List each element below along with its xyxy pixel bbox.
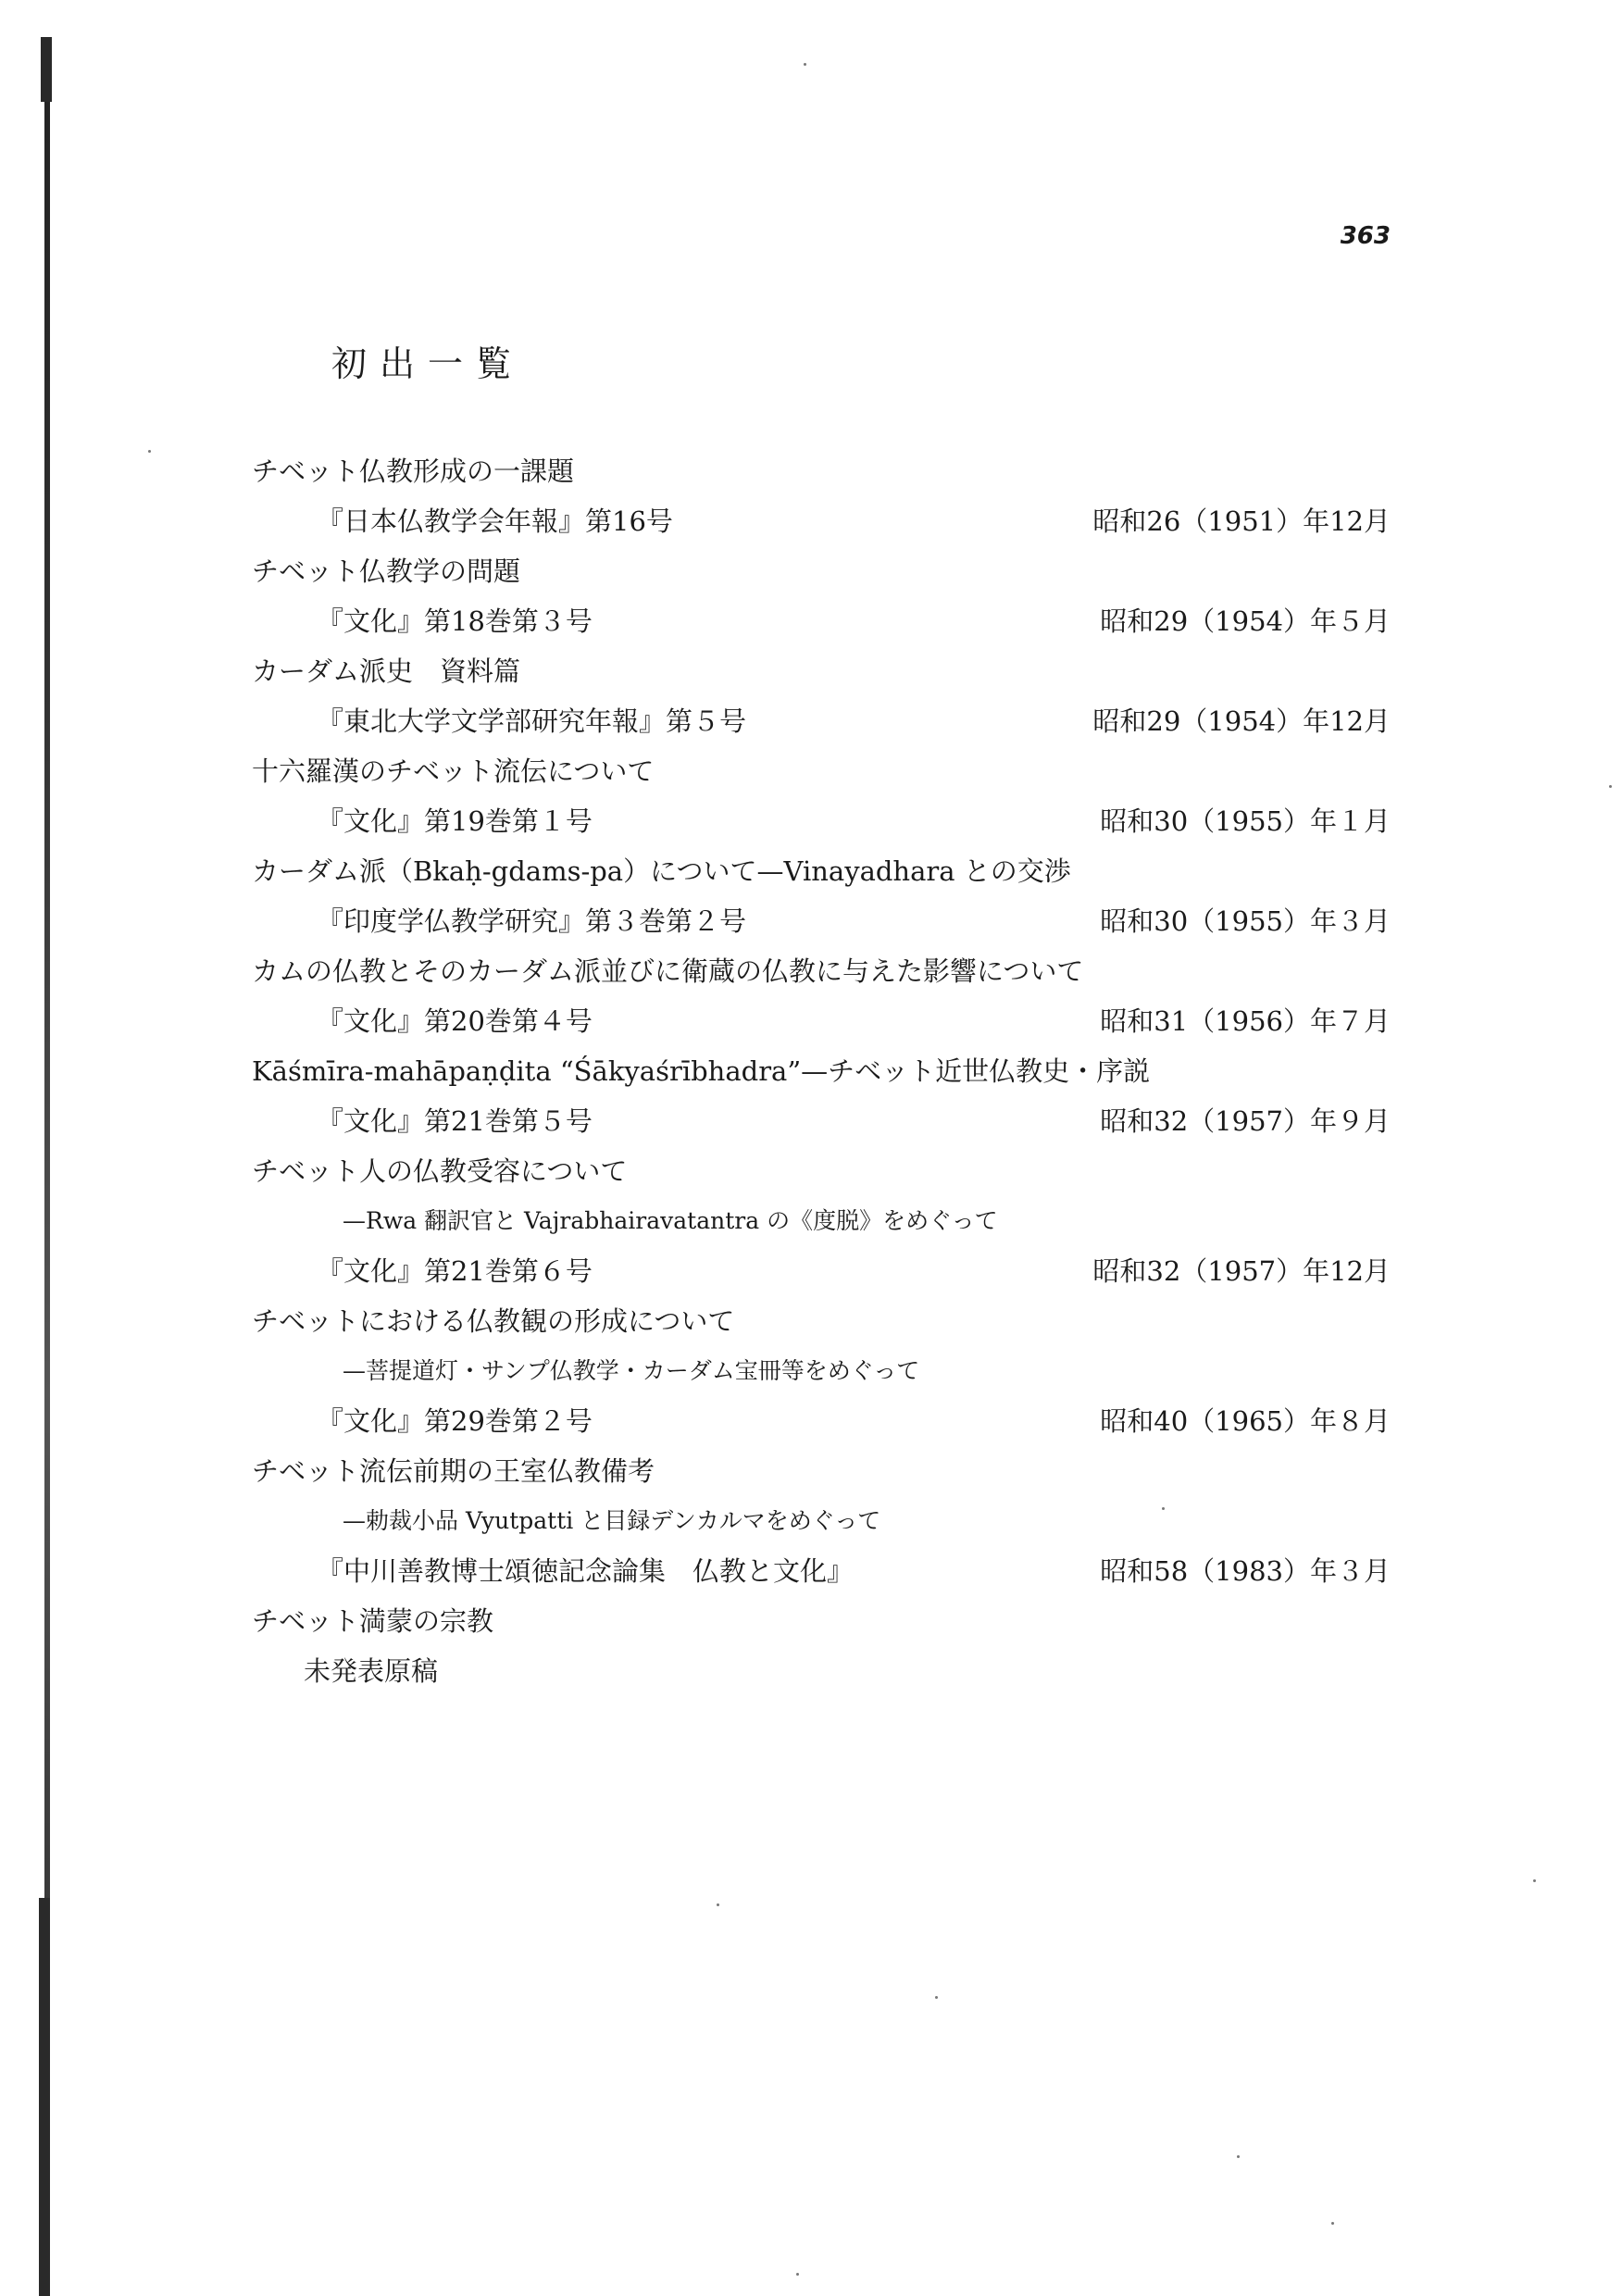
scan-speck [796,2273,799,2276]
scan-speck [1533,1879,1536,1882]
scan-speck [1162,1507,1165,1510]
list-item [252,446,1391,546]
entry-publication-row [252,596,1391,646]
entry-publication: 『文化』第21巻第６号 [317,1255,593,1287]
scan-speck [717,1903,719,1906]
entry-publication-row [252,696,1391,746]
entry-title: 十六羅漢のチベット流伝について [252,755,655,787]
entry-publication: 『文化』第29巻第２号 [317,1405,593,1437]
entry-date: 昭和31（1956）年７月 [1100,1005,1391,1037]
entry-date: 昭和32（1957）年12月 [1092,1255,1391,1287]
entry-publication: 『印度学仏教学研究』第３巻第２号 [317,905,747,937]
publication-list [252,446,1391,1696]
entry-publication: 『日本仏教学会年報』第16号 [317,505,673,537]
entry-subtitle: —Rwa 翻訳官と Vajrabhairavatantra の《度脱》をめぐって [343,1207,998,1234]
entry-title: カーダム派史 資料篇 [252,655,521,687]
list-item [252,1146,1391,1296]
entry-title: チベット仏教形成の一課題 [252,455,575,487]
entry-publication-row [252,996,1391,1046]
entry-publication: 『文化』第19巻第１号 [317,805,593,837]
scan-speck [1237,2155,1240,2158]
list-item [252,746,1391,846]
page-binding-top [41,37,52,102]
scan-speck [1331,2222,1334,2225]
entry-publication-row [252,1246,1391,1296]
entry-date: 昭和30（1955）年３月 [1100,905,1391,937]
list-item [252,1046,1391,1146]
page-binding-shadow [39,1898,50,2296]
list-item [252,646,1391,746]
entry-date: 昭和30（1955）年１月 [1100,805,1391,837]
list-item [252,1596,1391,1696]
entry-title: チベット仏教学の問題 [252,555,521,587]
list-item [252,1446,1391,1596]
entry-date: 昭和29（1954）年５月 [1100,605,1391,637]
entry-date: 昭和29（1954）年12月 [1092,705,1391,737]
entry-date: 昭和32（1957）年９月 [1100,1105,1391,1137]
list-item [252,946,1391,1046]
scan-speck [148,450,151,453]
page-number: 363 [1340,222,1391,250]
list-item [252,546,1391,646]
scan-speck [1609,785,1612,788]
entry-publication: 『文化』第20巻第４号 [317,1005,593,1037]
entry-publication-row [252,1546,1391,1596]
entry-publication-row [252,1396,1391,1446]
entry-date: 昭和26（1951）年12月 [1092,505,1391,537]
list-item [252,1296,1391,1446]
list-item [252,846,1391,946]
entry-date: 昭和58（1983）年３月 [1100,1555,1391,1587]
scan-speck [935,1996,938,1999]
scan-speck [804,63,806,66]
entry-publication: 『文化』第21巻第５号 [317,1105,593,1137]
entry-publication: 『文化』第18巻第３号 [317,605,593,637]
entry-publication: 『東北大学文学部研究年報』第５号 [317,705,747,737]
entry-title: チベットにおける仏教観の形成について [252,1305,735,1337]
entry-subtitle: —勅裁小品 Vyutpatti と目録デンカルマをめぐって [343,1507,881,1534]
entry-title: チベット人の仏教受容について [252,1155,628,1187]
entry-subtitle: —菩提道灯・サンプ仏教学・カーダム宝冊等をめぐって [343,1357,920,1384]
entry-publication-row [252,796,1391,846]
entry-title: チベット満蒙の宗教 [252,1605,494,1637]
entry-publication-row [252,496,1391,546]
entry-publication: 『中川善教博士頌徳記念論集 仏教と文化』 [317,1555,855,1587]
entry-title: カーダム派（Bkaḥ-gdams-pa）について—Vinayadhara との交渉 [252,855,1071,887]
section-title: 初出一覧 [331,343,525,384]
entry-date: 昭和40（1965）年８月 [1100,1405,1391,1437]
entry-title: カムの仏教とそのカーダム派並びに衛蔵の仏教に与えた影響について [252,955,1084,987]
entry-publication-row [252,1096,1391,1146]
entry-title: Kāśmīra-mahāpaṇḍita “Śākyaśrībhadra”—チベット近世仏教史・序説 [252,1055,1151,1087]
entry-note: 未発表原稿 [304,1655,439,1687]
entry-title: チベット流伝前期の王室仏教備考 [252,1455,655,1487]
entry-publication-row [252,896,1391,946]
